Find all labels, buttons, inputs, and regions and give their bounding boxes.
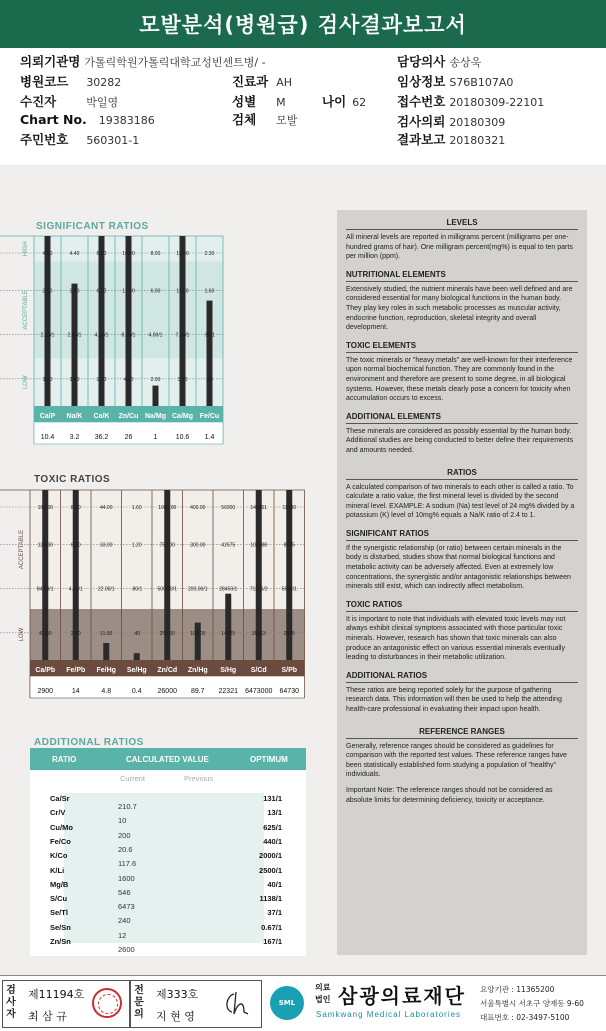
significant-heading: SIGNIFICANT RATIOS (346, 529, 578, 541)
additional-ratios-section (346, 671, 578, 715)
signature-icon (220, 988, 256, 1018)
chart1-value-label: 64730 (279, 688, 299, 695)
toxic-ratios-title: TOXIC RATIOS (34, 474, 111, 485)
specimen-field: 검체 모발 (232, 112, 298, 127)
examiner-label: 검사자 (6, 985, 16, 1020)
chart0-category-label: Na/Mg (145, 413, 166, 420)
chart0-tick-label: 4.40 (69, 251, 80, 257)
chart0-tick-label: 6.20 (96, 288, 107, 295)
chart0-tick-label: 2.00 (150, 376, 161, 383)
chart1-bar-fe-hg (103, 643, 109, 660)
hospital-code-field: 병원코드 30282 (20, 74, 122, 89)
ratio-row (30, 865, 306, 883)
ratio-row (30, 894, 306, 912)
toxic-ratios-heading: TOXIC RATIOS (346, 600, 578, 612)
ratio-current-value: 6473 (118, 902, 135, 912)
toxic-ratios-chart (0, 486, 310, 708)
chart0-tick-label: 16.00 (122, 251, 135, 257)
chart0-tick-label: 8.00/1 (121, 332, 136, 339)
chart1-band-label-1: LOW (19, 627, 25, 642)
org-prefix-2: 법인 (315, 995, 331, 1004)
ratio-row (30, 908, 306, 926)
chart1-value-label: 6473000 (245, 688, 273, 695)
ratio-name: Se/Tl (50, 908, 68, 918)
chart0-category-label: Ca/K (93, 413, 110, 420)
org-prefix-1: 의료 (315, 983, 331, 992)
chart0-tick-label: 11.00 (176, 288, 189, 295)
chart0-tick-label: 8.20 (96, 251, 107, 257)
ratio-name: Cu/Mo (50, 822, 73, 832)
chart1-tick-label: 250.00 (159, 630, 175, 637)
reference-text: Generally, reference ranges should be considered as guidelines for comparison with the reported test values. These reference ranges have been statistically established form studying a population of "healthy" individuals. (346, 742, 567, 779)
chart0-tick-label: .90/1 (203, 332, 216, 339)
chart1-category-label: Ca/Pb (35, 667, 56, 674)
ratios-text: A calculated comparison of two minerals to each other is called a ratio. To calculate a ratio value, the first mineral level is divided by the second mineral level. EXAMPLE: A sodium (Na) test level of 24 mg% divided by a potassium (K) level of 10mg% equals a Na/K ratio of 2.4 to 1. (346, 483, 575, 520)
chart0-tick-label: 1.60 (204, 288, 215, 295)
nutritional-text: Extensively studied, the nutrient minerals have been well defined and are considered essential for many biological functions in the human body. They play key roles in such metabolic processes as muscular activity, endocrine function, reproduction, skeletal integrity and overall development. (346, 285, 573, 332)
chart1-tick-label: 28450/1 (219, 586, 238, 593)
ratio-row (30, 822, 306, 840)
ratio-optimum-value: 13/1 (267, 808, 282, 818)
org-telephone: 대표번호 : 02-3497-5100 (480, 1013, 570, 1022)
ratio-row (30, 937, 306, 954)
org-english-name: Samkwang Medical Laboratories (316, 1010, 462, 1019)
levels-heading: LEVELS (346, 218, 578, 230)
chart1-tick-label: 22.00/1 (97, 586, 115, 593)
chart1-bar-zn-hg (195, 623, 201, 660)
ratios-heading: RATIOS (346, 468, 578, 480)
reference-heading: REFERENCE RANGES (346, 727, 578, 739)
org-code: 요양기관 : 11365200 (480, 985, 555, 994)
ratio-name: S/Cu (50, 894, 68, 904)
chart0-tick-label: 12.00 (122, 288, 135, 295)
chart0-tick-label: 1.40 (69, 376, 80, 383)
chart1-tick-label: 2.20 (70, 630, 81, 637)
levels-text: All mineral levels are reported in milligrams percent (milligrams per one-hundred grams of hair). One milligram percent(mg%) is equal to ten parts per million (ppm). (346, 234, 573, 261)
chart1-category-label: S/Pb (281, 667, 298, 674)
chart1-bar-s-hg (225, 594, 231, 660)
chart1-tick-label: 126.00 (37, 542, 53, 549)
chart1-value-label: 26000 (157, 688, 177, 695)
doctor-field: 담당의사 송상욱 (397, 54, 482, 69)
chart1-tick-label: 8.80 (70, 505, 81, 511)
chart1-tick-label: 8535 (283, 542, 295, 549)
chart0-tick-label: 1.50 (42, 376, 53, 383)
specialist-name: 지 현 영 (156, 1010, 195, 1023)
clinical-info-field: 임상정보 S76B107A0 (397, 74, 514, 89)
ratio-current-value: 20.6 (118, 844, 133, 854)
optimum-column-header: OPTIMUM (250, 755, 288, 764)
reference-note: Important Note: The reference ranges should not be considered as absolute limits for determining deficiency, toxicity or acceptance. (346, 786, 553, 804)
ratio-optimum-value: 167/1 (263, 937, 282, 946)
ratio-optimum-value: 1138/1 (259, 894, 282, 904)
additional-section (346, 412, 578, 456)
chart1-tick-label: 42675 (221, 542, 236, 549)
chart0-value-label: 10.4 (40, 434, 55, 441)
chart1-tick-label: 2845 (283, 630, 295, 637)
age-field: 나이 62 (322, 94, 367, 109)
previous-subheader: Previous (184, 774, 214, 783)
ratio-current-value: 240 (118, 916, 131, 926)
additional-ratios-text: These ratios are being reported solely for the purpose of gathering research data. This information will then be used to help the attending health-care professional in evaluating their impact upon health. (346, 686, 562, 713)
chart0-tick-label: 6.00 (150, 288, 161, 295)
resident-no-field: 주민번호 560301-1 (20, 132, 140, 147)
toxic-section (346, 341, 578, 404)
additional-ratios-table (30, 748, 306, 956)
chart1-tick-label: 56900 (221, 505, 236, 511)
ratio-current-value: 12 (118, 930, 127, 940)
patient-info-header (0, 48, 606, 158)
chart1-tick-label: 750.00 (159, 542, 175, 549)
chart1-tick-label: 4.40/1 (68, 586, 83, 593)
nutritional-heading: NUTRITIONAL ELEMENTS (346, 270, 578, 282)
chart1-category-label: S/Cd (250, 667, 267, 674)
chart0-band-label-0: HIGH (23, 241, 29, 257)
ratios-section (346, 468, 578, 521)
chart1-category-label: Zn/Cd (157, 667, 178, 674)
chart1-value-label: 2900 (37, 688, 54, 695)
ratio-current-value: 200 (118, 830, 131, 840)
chart0-tick-label: 2.40/1 (67, 332, 82, 339)
ratio-name: K/Li (50, 865, 65, 875)
chart0-band-label-2: LOW (23, 375, 29, 390)
toxic-ratios-text: It is important to note that individuals with elevated toxic levels may not always exhibit clinical symptoms associated with those particular toxic minerals. However, research has shown that toxic minerals can also produce an antagonistic effect on various essential minerals eventually leading to disturbances in their metabolic utilization. (346, 615, 566, 662)
ratio-optimum-value: 440/1 (263, 836, 282, 846)
ratio-name: Cr/V (50, 808, 66, 818)
ratio-row (30, 794, 306, 811)
chart0-category-label: Na/K (66, 413, 83, 420)
chart1-tick-label: 500.00/1 (157, 586, 177, 593)
ratio-row (30, 922, 306, 940)
chart1-tick-label: 5690/1 (281, 586, 297, 593)
sex-field: 성별 M (232, 94, 286, 109)
chart1-tick-label: 71126/2 (249, 586, 268, 593)
chart0-tick-label: 2.20 (96, 376, 107, 383)
chart0-tick-label: 4.00/1 (148, 332, 163, 339)
ratio-name: Ca/Sr (50, 794, 70, 803)
chart0-value-label: 1 (153, 434, 158, 441)
ratio-name: Se/Sn (50, 922, 71, 932)
ratio-name: Fe/Co (50, 836, 71, 846)
chart1-tick-label: 11.00 (100, 630, 113, 637)
specialist-label: 전문의 (134, 985, 144, 1020)
ratio-optimum-value: 625/1 (263, 822, 282, 832)
chart1-tick-label: 1000.00 (158, 505, 177, 511)
chart1-tick-label: 400.00 (190, 505, 206, 511)
chart0-category-label: Zn/Cu (118, 413, 139, 420)
chart0-tick-label: 7.00/1 (175, 332, 190, 339)
ratio-current-value: 117.6 (118, 859, 137, 869)
explanation-panel (337, 210, 587, 955)
chart1-tick-label: 106688 (250, 542, 268, 549)
report-footer (0, 975, 606, 1031)
org-address: 서울특별시 서초구 양재동 9-60 (480, 999, 584, 1008)
calculated-column-header: CALCULATED VALUE (126, 755, 209, 764)
chart1-tick-label: .40 (133, 630, 141, 637)
toxic-text: The toxic minerals or "heavy metals" are well-known for their interference upon normal biochemical function. They are commonly found in the environment and therefore are present to some degree, in all biological systems. However, these metals clearly pose a concern for toxicity when accumulation occurs to excess. (346, 356, 573, 403)
chart1-category-label: Zn/Hg (187, 667, 208, 674)
chart0-value-label: 26 (124, 434, 133, 441)
chart1-tick-label: 11380 (282, 505, 297, 511)
ratio-optimum-value: 0.67/1 (261, 922, 282, 932)
chart1-tick-label: 42.00 (38, 630, 52, 637)
report-title: 모발분석(병원급) 검사결과보고서 (0, 0, 606, 48)
chart0-tick-label: 4.00 (123, 376, 134, 383)
ratio-optimum-value: 37/1 (267, 908, 282, 918)
chart0-tick-label: 2.00/1 (40, 332, 55, 339)
ratio-column-header: RATIO (52, 755, 77, 764)
chart1-tick-label: .80/1 (131, 586, 143, 593)
chart1-category-label: Fe/Pb (66, 667, 86, 674)
levels-section (346, 218, 578, 262)
chart1-value-label: 89.7 (190, 688, 205, 695)
chart1-category-label: Se/Hg (126, 667, 147, 674)
chart1-tick-label: 84.00/1 (36, 586, 54, 593)
chart0-bar-na-mg (153, 386, 159, 406)
sml-logo-icon: SML (270, 986, 304, 1020)
report-date-field: 결과보고 20180321 (397, 132, 506, 147)
chart0-tick-label: 15.00 (176, 251, 189, 257)
ratio-optimum-value: 2000/1 (259, 851, 282, 861)
reception-no-field: 접수번호 20180309-22101 (397, 94, 545, 109)
ratio-optimum-value: 131/1 (263, 794, 282, 803)
examiner-seal-icon (92, 988, 122, 1018)
chart1-value-label: 0.4 (131, 688, 142, 695)
ratio-current-value: 1600 (118, 873, 135, 883)
ratio-optimum-value: 40/1 (267, 879, 282, 889)
chart0-value-label: 10.6 (175, 434, 190, 441)
chart0-category-label: Fe/Cu (199, 413, 220, 420)
ratio-row (30, 808, 306, 826)
ratio-name: K/Co (50, 851, 68, 861)
chart0-tick-label: 3.00 (177, 376, 188, 383)
department-field: 진료과 AH (232, 74, 293, 89)
toxic-heading: TOXIC ELEMENTS (346, 341, 578, 353)
chart0-value-label: 3.2 (69, 434, 80, 441)
additional-heading: ADDITIONAL ELEMENTS (346, 412, 578, 424)
chart0-category-label: Ca/Mg (172, 413, 193, 420)
chart0-category-label: Ca/P (39, 413, 56, 420)
ratio-optimum-value: 2500/1 (259, 865, 282, 875)
significant-section (346, 529, 578, 592)
chart1-value-label: 22321 (218, 688, 238, 695)
chart0-value-label: 36.2 (94, 434, 109, 441)
chart0-tick-label: 4.00 (42, 251, 53, 257)
chart1-tick-label: 14225 (221, 630, 236, 637)
chart1-tick-label: 168.00 (37, 505, 53, 511)
chart1-tick-label: 33.00 (99, 542, 113, 549)
additional-ratios-header (30, 748, 306, 770)
significant-ratios-title: SIGNIFICANT RATIOS (36, 221, 149, 232)
chart0-tick-label: 8.00 (150, 251, 161, 257)
chart1-value-label: 14 (71, 688, 80, 695)
ratio-current-value: 546 (118, 887, 131, 897)
chart1-tick-label: 142261 (250, 505, 268, 511)
chart0-tick-label: 2.30 (204, 251, 215, 257)
ratio-current-value: 210.7 (118, 802, 137, 811)
chart1-tick-label: 100.00 (190, 630, 206, 637)
examiner-license: 제11194호 (28, 988, 85, 1001)
ratio-row (30, 879, 306, 897)
ratio-name: Zn/Sn (50, 937, 71, 946)
chart1-bar-se-hg (134, 653, 140, 660)
chart-no-field: Chart No. 19383186 (20, 112, 155, 127)
chart1-category-label: S/Hg (220, 667, 237, 674)
chart0-tick-label: .20 (206, 376, 213, 383)
chart1-tick-label: 200.00/1 (188, 586, 208, 593)
nutritional-section (346, 270, 578, 333)
significant-text: If the synergistic relationship (or ratio) between certain minerals in the body is disturbed, studies show that normal biological functions and metabolic activity can be adversely affected. Even at extremely low concentrations, the synergistic and/or antagonistic relationships between minerals still exist, which can indirectly affect metabolism. (346, 544, 571, 591)
chart1-tick-label: 6.60 (70, 542, 81, 549)
chart0-bar-fe-cu (207, 301, 213, 406)
additional-ratios-title: ADDITIONAL RATIOS (34, 737, 144, 748)
org-name: 삼광의료재단 (338, 984, 466, 1008)
chart1-tick-label: 1.20 (131, 542, 142, 549)
examiner-name: 최 삼 규 (28, 1010, 67, 1023)
significant-ratios-chart (0, 232, 240, 454)
chart0-band-label-1: ACCEPTABLE (23, 290, 29, 330)
hospital-field: 의뢰기관명 가톨릭학원가톨릭대학교성빈센트병/ - (20, 54, 266, 69)
additional-ratios-heading: ADDITIONAL RATIOS (346, 671, 578, 683)
toxic-ratios-section (346, 600, 578, 663)
reference-section (346, 727, 578, 806)
ratio-current-value: 10 (118, 816, 127, 826)
chart1-tick-label: 44.00 (99, 505, 113, 511)
request-date-field: 검사의뢰 20180309 (397, 114, 506, 129)
chart1-tick-label: 1.60 (131, 505, 142, 511)
patient-field: 수진자 박일영 (20, 94, 119, 109)
chart1-value-label: 4.8 (101, 688, 112, 695)
chart0-tick-label: 3.00 (42, 288, 53, 295)
ratio-row (30, 851, 306, 869)
chart1-band-label-0: ACCEPTABLE (19, 529, 25, 570)
chart1-tick-label: 300.00 (190, 542, 206, 549)
ratio-name: Mg/B (50, 879, 69, 889)
chart0-tick-label: 4.20/1 (94, 332, 109, 339)
additional-text: These minerals are considered as possibly essential by the human body. Additional studies are being conducted to better define their requirements and amounts needed. (346, 427, 574, 454)
specialist-license: 제333호 (156, 988, 199, 1001)
ratio-current-value: 2600 (118, 945, 135, 954)
current-subheader: Current (120, 774, 146, 783)
chart0-tick-label: 3.40 (69, 288, 80, 295)
chart1-category-label: Fe/Hg (96, 667, 116, 674)
chart1-tick-label: 35563 (251, 630, 266, 637)
ratio-row (30, 836, 306, 854)
chart0-value-label: 1.4 (204, 434, 215, 441)
